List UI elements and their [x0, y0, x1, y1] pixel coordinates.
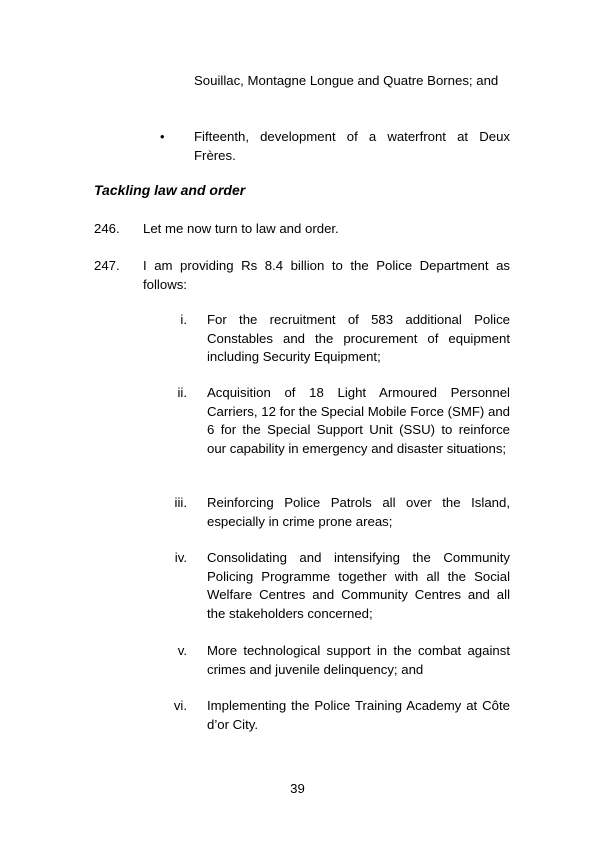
- paragraph-text: I am providing Rs 8.4 billion to the Police Department as follows:: [143, 258, 510, 292]
- bullet-icon: •: [160, 129, 165, 144]
- paragraph-number: 246.: [94, 221, 120, 236]
- continuation-text: Souillac, Montagne Longue and Quatre Bornes; and: [194, 73, 499, 88]
- section-heading: Tackling law and order: [94, 182, 246, 198]
- paragraph-number: 247.: [94, 258, 120, 273]
- paragraph-text: Let me now turn to law and order.: [143, 221, 339, 236]
- list-item-numeral: vi.: [173, 698, 187, 713]
- list-item-text: Acquisition of 18 Light Armoured Personnel Carriers, 12 for the Special Mobile Force (SMF) and 6 for the Special Support Unit (SSU) to reinforce our capability in emergency and disaster situations;: [207, 385, 510, 456]
- list-item-text: Reinforcing Police Patrols all over the Island, especially in crime prone areas;: [207, 495, 510, 529]
- list-item-text: Implementing the Police Training Academy at Côte d’or City.: [207, 698, 510, 732]
- list-item-numeral: v.: [177, 643, 187, 658]
- list-item-numeral: i.: [180, 312, 187, 327]
- list-item-numeral: iv.: [174, 550, 187, 565]
- list-item-text: More technological support in the combat against crimes and juvenile delinquency; and: [207, 643, 510, 677]
- bullet-item-text: Fifteenth, development of a waterfront at Deux Frères.: [194, 129, 510, 163]
- list-item-text: Consolidating and intensifying the Community Policing Programme together with all the Social Welfare Centres and Community Centres and all the stakeholders concerned;: [207, 550, 510, 621]
- list-item-numeral: iii.: [174, 495, 187, 510]
- page-number: 39: [290, 781, 305, 796]
- list-item-text: For the recruitment of 583 additional Police Constables and the procurement of equipment including Security Equipment;: [207, 312, 510, 365]
- list-item-numeral: ii.: [177, 385, 187, 400]
